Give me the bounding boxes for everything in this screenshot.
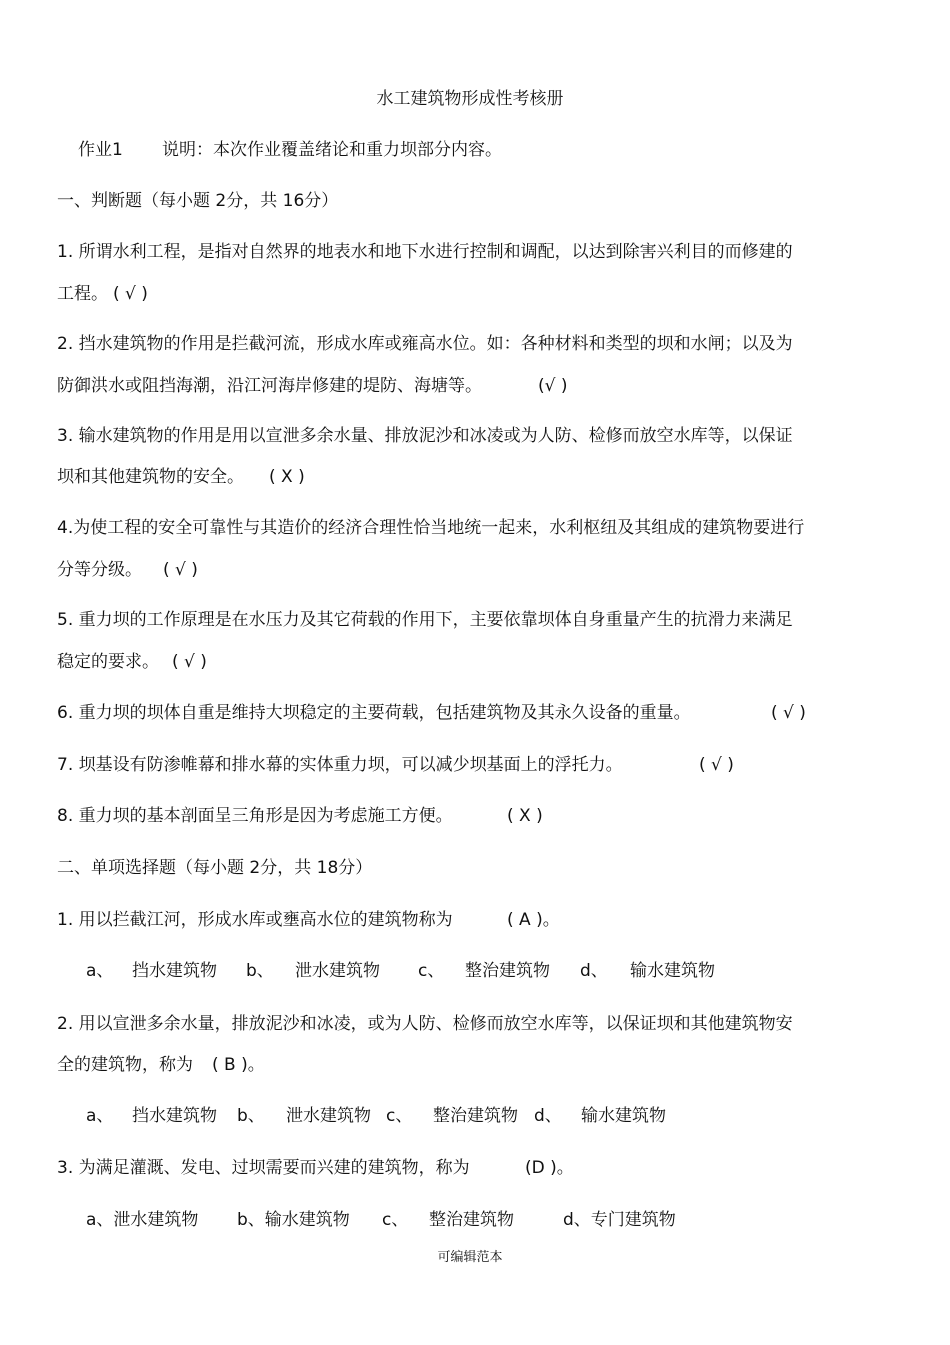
tf-question-3-line2: 坝和其他建筑物的安全。: [57, 467, 244, 487]
option-label: c、: [386, 1106, 413, 1126]
tf-answer-6: ( √ ): [771, 703, 806, 723]
option-text: 输水建筑物: [630, 961, 715, 981]
option-label: b、: [237, 1106, 265, 1126]
option-text: 整治建筑物: [465, 961, 550, 981]
mc-question-2-line1: 2. 用以宣泄多余水量，排放泥沙和冰凌，或为人防、检修而放空水库等，以保证坝和其他建筑物安: [57, 1014, 793, 1034]
option-label: d、: [534, 1106, 562, 1126]
tf-answer-5: ( √ ): [172, 652, 207, 672]
option-label: c、: [382, 1210, 409, 1230]
option-label: d、: [580, 961, 608, 981]
option-text: d、专门建筑物: [563, 1210, 676, 1230]
tf-answer-7: ( √ ): [699, 755, 734, 775]
mc-question-1: 1. 用以拦截江河，形成水库或壅高水位的建筑物称为: [57, 910, 453, 930]
tf-question-2-line2: 防御洪水或阻挡海潮，沿江河海岸修建的堤防、海塘等。: [57, 376, 482, 396]
section1-heading: 一、判断题（每小题 2分，共 16分）: [57, 191, 339, 211]
option-text: 挡水建筑物: [132, 1106, 217, 1126]
option-text: 整治建筑物: [433, 1106, 518, 1126]
option-text: 整治建筑物: [429, 1210, 514, 1230]
tf-answer-8: ( X ): [507, 806, 543, 826]
option-text: 挡水建筑物: [132, 961, 217, 981]
option-text: b、输水建筑物: [237, 1210, 350, 1230]
tf-question-3-line1: 3. 输水建筑物的作用是用以宣泄多余水量、排放泥沙和冰凌或为人防、检修而放空水库等，以保证: [57, 426, 793, 446]
assignment-note: 说明：本次作业覆盖绪论和重力坝部分内容。: [162, 140, 502, 160]
option-text: 泄水建筑物: [295, 961, 380, 981]
mc-question-2-line2: 全的建筑物，称为: [57, 1055, 193, 1075]
mc-question-3: 3. 为满足灌溉、发电、过坝需要而兴建的建筑物，称为: [57, 1158, 470, 1178]
tf-question-7: 7. 坝基设有防渗帷幕和排水幕的实体重力坝，可以减少坝基面上的浮托力。: [57, 755, 623, 775]
tf-answer-2: (√ ): [538, 376, 568, 396]
mc-answer-1: ( A )。: [507, 910, 560, 930]
option-text: 输水建筑物: [581, 1106, 666, 1126]
option-label: a、: [86, 1106, 114, 1126]
tf-question-8: 8. 重力坝的基本剖面呈三角形是因为考虑施工方便。: [57, 806, 453, 826]
option-text: a、泄水建筑物: [86, 1210, 199, 1230]
page-footer: 可编辑范本: [437, 1250, 503, 1265]
tf-answer-3: ( X ): [269, 467, 305, 487]
page-title: 水工建筑物形成性考核册: [376, 89, 564, 109]
assignment-name: 作业1: [78, 140, 123, 160]
mc-answer-3: (D )。: [525, 1158, 574, 1178]
option-text: 泄水建筑物: [286, 1106, 371, 1126]
tf-question-1-line2: 工程。: [57, 284, 108, 304]
tf-question-1-line1: 1. 所谓水利工程，是指对自然界的地表水和地下水进行控制和调配，以达到除害兴利目的而修建的: [57, 242, 793, 262]
section2-heading: 二、单项选择题（每小题 2分，共 18分）: [57, 858, 373, 878]
tf-question-5-line2: 稳定的要求。: [57, 652, 159, 672]
mc-answer-2: ( B )。: [212, 1055, 265, 1075]
tf-question-6: 6. 重力坝的坝体自重是维持大坝稳定的主要荷载，包括建筑物及其永久设备的重量。: [57, 703, 691, 723]
tf-answer-1: ( √ ): [113, 284, 148, 304]
option-label: b、: [246, 961, 274, 981]
tf-question-2-line1: 2. 挡水建筑物的作用是拦截河流，形成水库或雍高水位。如：各种材料和类型的坝和水闸；以及为: [57, 334, 793, 354]
tf-question-4-line1: 4.为使工程的安全可靠性与其造价的经济合理性恰当地统一起来，水利枢纽及其组成的建筑物要进行: [57, 518, 805, 538]
option-label: a、: [86, 961, 114, 981]
tf-question-5-line1: 5. 重力坝的工作原理是在水压力及其它荷载的作用下，主要依靠坝体自身重量产生的抗滑力来满足: [57, 610, 793, 630]
tf-question-4-line2: 分等分级。: [57, 560, 142, 580]
tf-answer-4: ( √ ): [163, 560, 198, 580]
option-label: c、: [418, 961, 445, 981]
